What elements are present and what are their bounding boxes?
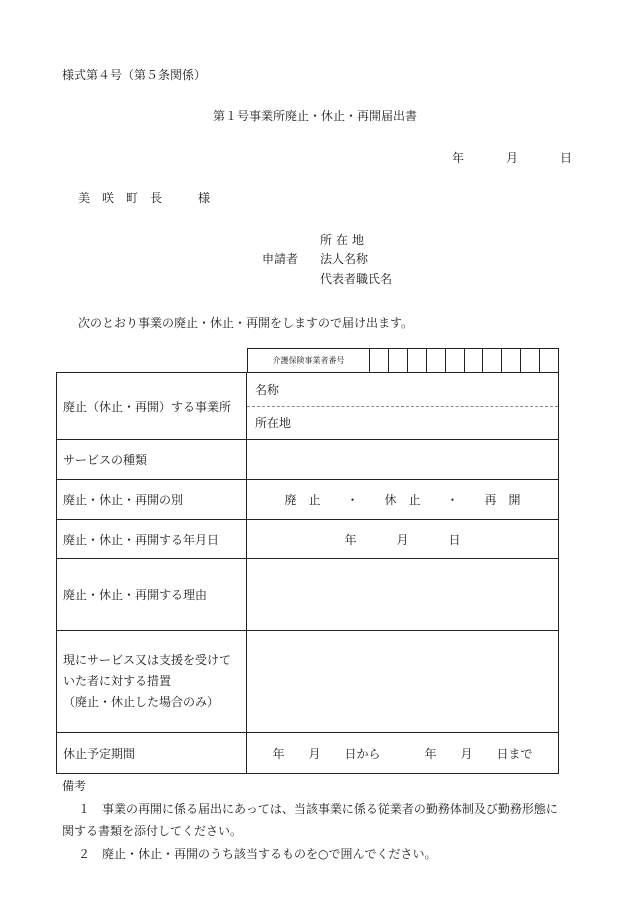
office-number-digit[interactable]: [483, 349, 502, 372]
option-abolition[interactable]: 廃 止: [284, 493, 321, 507]
date-year: 年: [452, 151, 465, 165]
table-row-measures: [57, 631, 558, 733]
option-separator: ・: [446, 493, 459, 507]
date-month: 月: [506, 151, 519, 165]
date-label: 廃止・休止・再開する年月日: [57, 520, 247, 558]
from-year: 年: [272, 746, 285, 761]
office-label: 廃止（休止・再開）する事業所: [57, 373, 247, 439]
applicant-label: 申請者: [262, 252, 299, 266]
office-number-digit[interactable]: [446, 349, 465, 372]
table-row-date: [57, 520, 558, 559]
option-separator: ・: [346, 493, 359, 507]
date-field[interactable]: [247, 520, 558, 558]
from-day: 日から: [344, 746, 381, 761]
document-title: 第１号事業所廃止・休止・再開届出書: [212, 109, 417, 123]
classification-label: 廃止・休止・再開の別: [57, 480, 247, 519]
field-day: 日: [448, 532, 461, 547]
office-number-digit[interactable]: [408, 349, 427, 372]
field-year: 年: [344, 532, 357, 547]
measures-label: [57, 631, 247, 732]
office-number-digit[interactable]: [502, 349, 521, 372]
office-name-label: 名称: [255, 382, 280, 397]
option-resumption[interactable]: 再 開: [484, 493, 521, 507]
note-1-line-2: 関する書類を添付してください。: [62, 824, 243, 838]
table-row-classification: [57, 480, 558, 520]
notes-heading: 備考: [62, 779, 87, 793]
reason-field[interactable]: [247, 559, 558, 630]
office-cell: [247, 373, 558, 439]
service-type-label: サービスの種類: [57, 440, 247, 479]
service-type-field[interactable]: [247, 440, 558, 479]
addressee: 美咲町長 様: [78, 191, 223, 205]
field-month: 月: [396, 532, 409, 547]
table-row-office: [57, 373, 558, 440]
applicant-address-label: 所在地: [320, 233, 369, 247]
office-number-digit[interactable]: [370, 349, 389, 372]
notification-table: [56, 372, 559, 774]
to-month: 月: [460, 746, 473, 761]
measures-field[interactable]: [247, 631, 558, 732]
office-location-field[interactable]: [247, 407, 558, 440]
to-day: 日まで: [496, 746, 533, 761]
note-1-line-1: １ 事業の再開に係る届出にあっては、当該事業に係る従業者の勤務体制及び勤務形態に: [78, 802, 558, 816]
option-suspension[interactable]: 休 止: [384, 493, 421, 507]
office-number-digit[interactable]: [540, 349, 558, 372]
suspension-label: 休止予定期間: [57, 733, 247, 773]
submission-date: [452, 149, 572, 166]
office-number-digit[interactable]: [389, 349, 408, 372]
office-name-field[interactable]: [247, 373, 558, 407]
note-2: ２ 廃止・休止・再開のうち該当するものを○で囲んでください。: [78, 847, 437, 861]
office-number-digit[interactable]: [521, 349, 540, 372]
date-day: 日: [560, 151, 573, 165]
measures-label-line3: （廃止・休止した場合のみ）: [63, 695, 220, 709]
table-row-reason: [57, 559, 558, 631]
office-number-strip: [247, 348, 559, 372]
table-row-suspension: [57, 733, 558, 773]
applicant-representative-label: 代表者職氏名: [320, 272, 393, 286]
form-number: 様式第４号（第５条関係）: [62, 68, 207, 82]
office-location-label: 所在地: [255, 416, 292, 431]
suspension-field[interactable]: [247, 733, 558, 773]
office-number-digit[interactable]: [427, 349, 446, 372]
measures-label-line1: 現にサービス又は支援を受けて: [63, 653, 232, 667]
table-row-service-type: [57, 440, 558, 480]
to-year: 年: [424, 746, 437, 761]
office-number-digit[interactable]: [465, 349, 484, 372]
intro-text: 次のとおり事業の廃止・休止・再開をしますので届け出ます。: [78, 316, 414, 330]
office-number-label: 介護保険事業者番号: [248, 349, 370, 372]
applicant-corp-name-label: 法人名称: [320, 252, 369, 266]
measures-label-line2: いた者に対する措置: [63, 674, 172, 688]
classification-field[interactable]: [247, 480, 558, 519]
reason-label: 廃止・休止・再開する理由: [57, 559, 247, 630]
from-month: 月: [308, 746, 321, 761]
